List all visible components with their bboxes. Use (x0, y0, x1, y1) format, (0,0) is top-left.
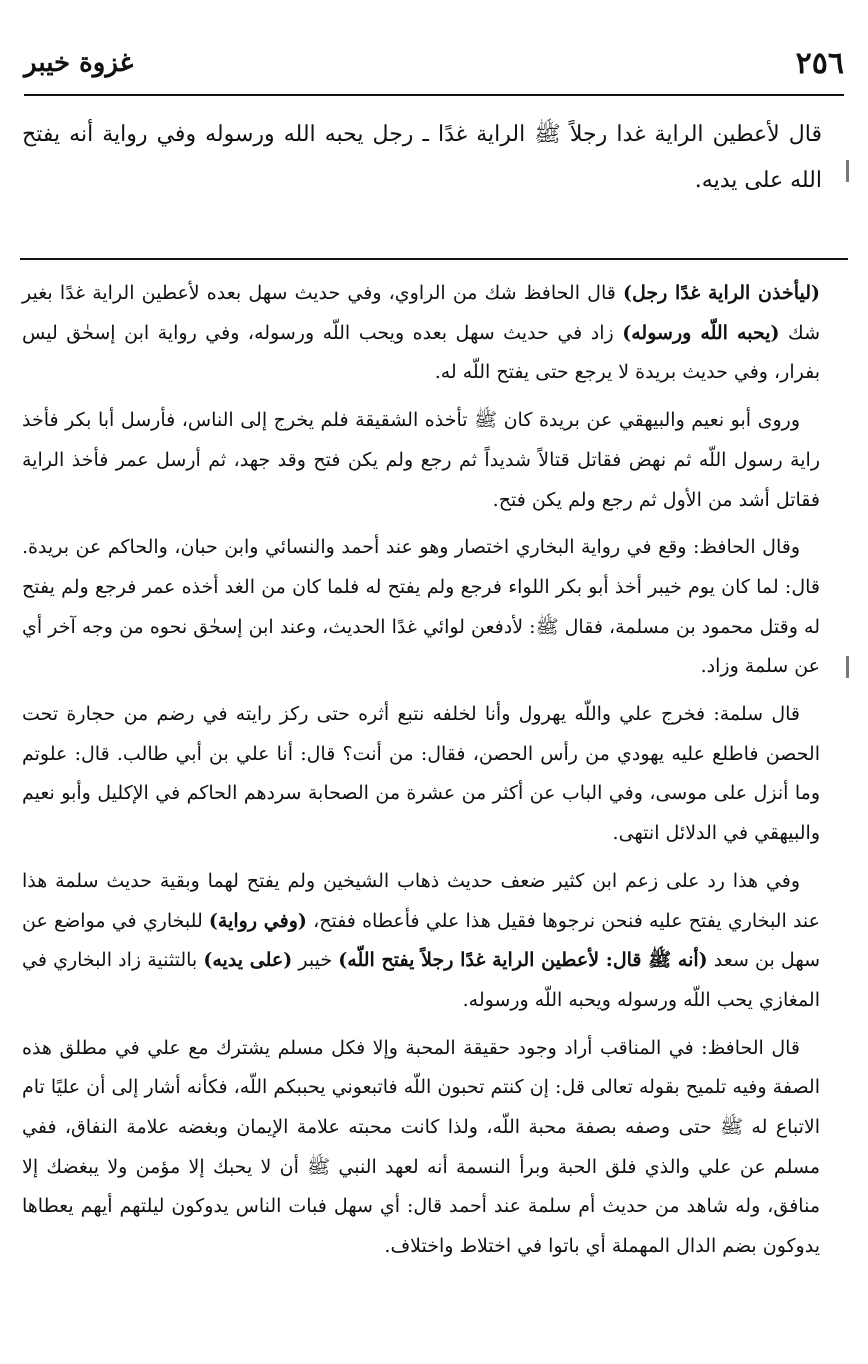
commentary-paragraph-4: قال سلمة: فخرج علي واللّه يهرول وأنا لخلفه نتبع أثره حتى ركز رايته في رضم من حجارة تحت الحصن فاطلع عليه يهودي من رأس الحصن، فقال: من أنت؟ قال: أنا علي بن أبي طالب. قال: علوتم وما أنزل على موسى، وفي الباب عن أكثر من عشرة من الصحابة سردهم الحاكم في الإكليل وأبو نعيم والبيهقي في الدلائل انتهى. (22, 703, 820, 845)
commentary-text-run: قال الحافظ شك من الراوي، وفي حديث سهل بعده لأعطين الراية غدًا بغير شك (22, 282, 820, 344)
margin-mark (846, 160, 849, 182)
quoted-phrase: (وفي رواية) (208, 909, 307, 932)
page-header (24, 40, 844, 92)
commentary-text-run: وفي هذا رد على زعم ابن كثير ضعف حديث ذهاب الشيخين ولم يفتح لهما وبقية حديث سلمة هذا عند البخاري يفتح عليه فنحن نرجوها فقيل هذا علي فأعطاه ففتح، (22, 869, 820, 932)
commentary-paragraph-1 (22, 274, 820, 393)
matn-text (22, 112, 822, 204)
commentary-paragraph-2: وروى أبو نعيم والبيهقي عن بريدة كان ﷺ تأخذه الشقيقة فلم يخرج إلى الناس، فأرسل أبا بكر فأخذ راية رسول اللّه ثم نهض فقاتل قتالاً شديداً ثم رجع ولم يكن فتح وقد جهد، ثم أرسل عمر فأخذ الراية فقاتل أشد من الأول ثم رجع ولم يكن فتح. (22, 409, 820, 511)
page-number: ٢٥٦ (795, 46, 844, 81)
quoted-phrase: (أنه ﷺ قال: لأعطين الراية غدًا رجلاً يفتح اللّه) (338, 949, 708, 972)
commentary-text-run: زاد في حديث سهل بعده ويحب اللّه ورسوله، وفي رواية ابن إسحٰق ليس بفرار، وفي حديث بريدة لا يرجع حتى يفتح اللّه له. (22, 321, 820, 384)
quoted-phrase: (يحبه اللّه ورسوله) (622, 321, 780, 344)
commentary-paragraph-3: وقال الحافظ: وقع في رواية البخاري اختصار وهو عند أحمد والنسائي وابن حبان، والحاكم عن بريدة. قال: لما كان يوم خيبر أخذ أبو بكر اللواء فرجع ولم يفتح له فلما كان من الغد أخذه عمر فرجع ولم يفتح له وقتل محمود بن مسلمة، فقال ﷺ: لأدفعن لوائي غدًا الحديث، وعند ابن إسحٰق نحوه من وجه آخر أي عن سلمة وزاد. (22, 536, 820, 678)
commentary-text-run: بالتثنية زاد البخاري في المغازي يحب اللّه ورسوله ويحبه اللّه ورسوله. (22, 949, 820, 1011)
matn-paragraph: قال لأعطين الراية غدا رجلاً ﷺ الراية غدًا ـ رجل يحبه الله ورسوله وفي رواية أنه يفتح الله على يديه. (22, 122, 822, 193)
quoted-phrase: (على يديه) (203, 949, 293, 972)
quoted-phrase: (ليأخذن الراية غدًا رجل) (623, 282, 821, 304)
commentary-paragraph-6: قال الحافظ: في المناقب أراد وجود حقيقة المحبة وإلا فكل مسلم يشترك مع علي في مطلق هذه الصفة وفيه تلميح بقوله تعالى قل: إن كنتم تحبون اللّه فاتبعوني يحببكم اللّه، فكأنه أشار إلى أن عليًا تام الاتباع له ﷺ حتى وصفه بصفة محبة اللّه، ولذا كانت محبته علامة الإيمان وبغضه علامة النفاق، ففي مسلم عن علي والذي فلق الحبة وبرأ النسمة أنه لعهد النبي ﷺ أن لا يحبك إلا مؤمن ولا يبغضك إلا منافق، وله شاهد من حديث أم سلمة عند أحمد قال: أي سهل فبات الناس يدوكون ليلتهم أيهم يعطاها يدوكون بضم الدال المهملة أي باتوا في اختلاط واختلاف. (22, 1036, 820, 1258)
commentary-text-run: للبخاري في مواضع عن سهل بن سعد (22, 909, 820, 972)
margin-mark (846, 656, 849, 678)
commentary-paragraph-5 (22, 862, 820, 1021)
commentary-text-run: خيبر (292, 949, 339, 972)
commentary-separator (20, 258, 848, 260)
header-rule (24, 94, 844, 96)
running-title: غزوة خيبر (24, 48, 134, 78)
commentary-text (22, 274, 820, 1275)
